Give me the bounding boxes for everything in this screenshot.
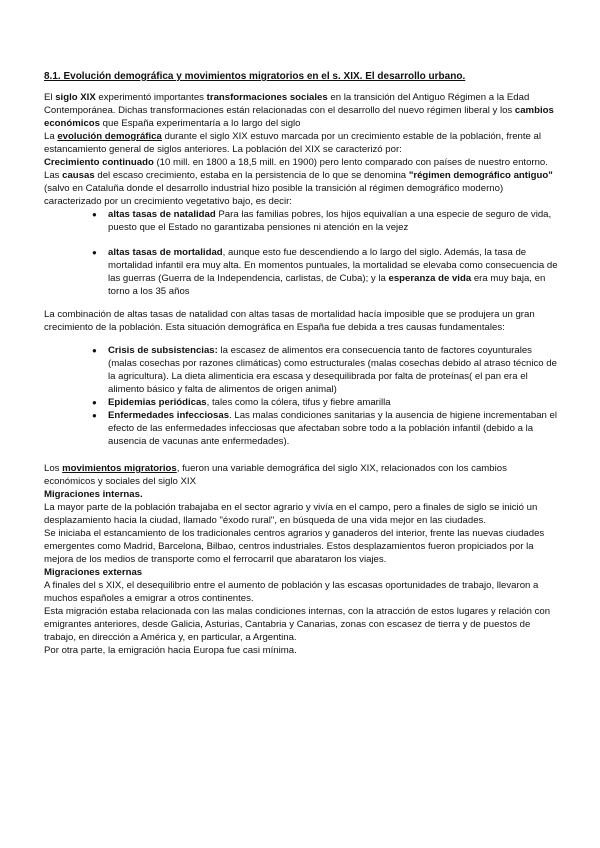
text: en la transición del Antiguo Régimen a la Edad Contemporánea. Dichas transformaciones están relacionadas con el desarrollo del nuevo régimen liberal y los bbox=[44, 92, 530, 116]
list-causas bbox=[44, 344, 558, 448]
list-item bbox=[92, 246, 558, 298]
list-item bbox=[92, 396, 558, 409]
paragraph-relacion: Esta migración estaba relacionada con las malas condiciones internas, con la atracción de estos lugares y relación con emigrantes anteriores, desde Galicia, Asturias, Cantabria y Canarias, zonas con escasez de tierra y de puestos de trabajo, en dirección a América y, en particular, a Argentina. bbox=[44, 606, 551, 643]
list-item bbox=[92, 409, 558, 448]
text: experimentó importantes bbox=[95, 92, 207, 103]
emphasis: altas tasas de mortalidad bbox=[108, 247, 223, 258]
paragraph-intro bbox=[44, 91, 558, 130]
paragraph-finales: A finales del s XIX, el desequilibrio entre el aumento de población y las escasas oportunidades de trabajo, llevaron a muchos españoles a emigrar a otros continentes. bbox=[44, 580, 539, 604]
text: El bbox=[44, 92, 56, 103]
emphasis: "régimen demográfico antiguo" bbox=[408, 170, 553, 181]
paragraph-crecimiento bbox=[44, 156, 558, 169]
emphasis: Crecimiento continuado bbox=[44, 157, 154, 168]
text: . Las malas condiciones sanitarias y la ausencia de higiene incrementaban el efecto de las enfermedades infecciosas que afectaban sobre todo a la población infantil (debido a la ausencia de vacunas ante enfermedades). bbox=[108, 410, 558, 447]
emphasis: transformaciones sociales bbox=[206, 92, 328, 103]
text: Los bbox=[44, 463, 63, 474]
text: la escasez de alimentos era consecuencia tanto de factores coyunturales (malas cosechas por razones climáticas) como estructurales (malas cosechas debido al atraso técnico de la agricultura). La dieta alimenticia era escasa y desequilibrada por falta de proteínas( el pan era el alimento básico y falta de alimentos de origen animal) bbox=[108, 345, 557, 395]
emphasis: siglo XIX bbox=[55, 92, 96, 103]
section-title: 8.1. Evolución demográfica y movimientos migratorios en el s. XIX. El desarrollo urbano. bbox=[44, 71, 466, 82]
text: durante el siglo XIX estuvo marcada por un crecimiento estable de la población, frente al estancamiento general de siglos anteriores. La población del XIX se caracterizó por: bbox=[44, 131, 542, 155]
text: Para las familias pobres, los hijos equivalían a una especie de seguro de vida, puesto que el Estado no garantizaba pensiones ni atención en la vejez bbox=[108, 209, 552, 233]
heading-migraciones-internas: Migraciones internas. bbox=[44, 489, 143, 500]
emphasis: Enfermedades infecciosas bbox=[108, 410, 230, 421]
paragraph-exodo: La mayor parte de la población trabajaba en el sector agrario y vivía en el campo, pero a finales de siglo se inició un desplazamiento hacia la ciudad, llamado "éxodo rural", en búsqueda de una vida mejor en las ciudades. bbox=[44, 502, 538, 526]
text: , tales como la cólera, tifus y fiebre amarilla bbox=[206, 397, 391, 408]
text: La bbox=[44, 131, 58, 142]
emphasis-underlined: evolución demográfica bbox=[57, 131, 162, 142]
emphasis: Crisis de subsistencias: bbox=[108, 345, 218, 356]
emphasis: esperanza de vida bbox=[388, 273, 472, 284]
paragraph-combinacion: La combinación de altas tasas de natalidad con altas tasas de mortalidad hacía imposible que se produjera un gran crecimiento de la población. Esta situación demográfica en España fue debida a tres causas fundamentales: bbox=[44, 309, 535, 333]
paragraph-estancamiento: Se iniciaba el estancamiento de los tradicionales centros agrarios y ganaderos del interior, frente las nuevas ciudades emergentes como Madrid, Barcelona, Bilbao, centros industriales. Estos desplazamientos fueron propiciados por la mejora de los medios de transporte como el ferrocarril que abarataron los viajes. bbox=[44, 528, 545, 565]
paragraph-evolucion bbox=[44, 130, 558, 156]
paragraph-europa: Por otra parte, la emigración hacia Europa fue casi mínima. bbox=[44, 645, 297, 656]
text: que España experimentaría a lo largo del siglo bbox=[99, 118, 301, 129]
text: , fueron una variable demográfica del siglo XIX, relacionados con los cambios económicos y sociales del siglo XIX bbox=[44, 463, 507, 487]
list-item bbox=[92, 208, 558, 234]
emphasis: cambios económicos bbox=[44, 105, 554, 129]
text: (salvo en Cataluña donde el desarrollo industrial hizo posible la transición al régimen demográfico moderno) caracterizado por un crecimiento vegetativo bajo, es decir: bbox=[44, 183, 504, 207]
list-item bbox=[92, 344, 558, 396]
emphasis: altas tasas de natalidad bbox=[108, 209, 216, 220]
emphasis: Epidemias periódicas bbox=[108, 397, 207, 408]
text: del escaso crecimiento, estaba en la persistencia de lo que se denomina bbox=[94, 170, 409, 181]
document-page bbox=[44, 70, 558, 657]
paragraph-movimientos bbox=[44, 462, 558, 488]
text: era muy baja, en torno a los 35 años bbox=[108, 273, 546, 297]
emphasis: causas bbox=[62, 170, 95, 181]
text: , aunque esto fue descendiendo a lo largo del siglo. Además, la tasa de mortalidad infantil era muy alta. En momentos puntuales, la mortalidad se elevaba como consecuencia de las guerras (Guerra de la Independencia, carlistas, de Cuba); y la bbox=[108, 247, 558, 284]
list-tasas bbox=[44, 208, 558, 298]
paragraph-causas bbox=[44, 169, 558, 208]
text: Las bbox=[44, 170, 63, 181]
text: (10 mill. en 1800 a 18,5 mill. en 1900) pero lento comparado con países de nuestro entorno. bbox=[153, 157, 548, 168]
emphasis-underlined: movimientos migratorios bbox=[62, 463, 177, 474]
heading-migraciones-externas: Migraciones externas bbox=[44, 567, 143, 578]
